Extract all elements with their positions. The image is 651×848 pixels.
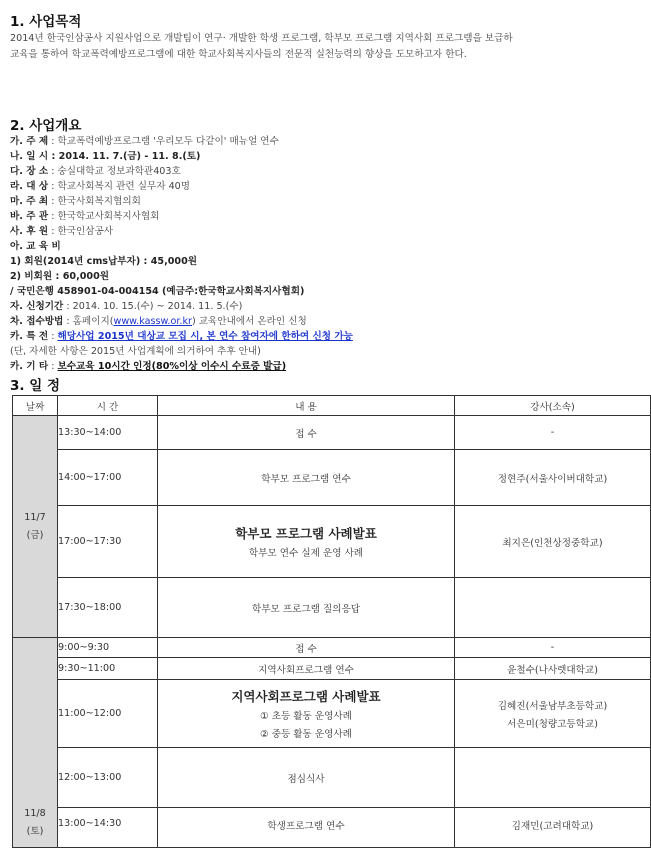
section2-heading: 2. 사업개요 [10, 118, 82, 134]
schedule-speaker: 정현주(서울사이버대학교) [455, 450, 651, 506]
special-note: (단, 자세한 사항은 2015년 사업계획에 의거하여 추후 안내) [10, 346, 261, 357]
schedule-time: 13:00~14:30 [58, 808, 158, 848]
schedule-content: 학부모 프로그램 질의응답 [158, 578, 455, 638]
bank-account: / 국민은행 458901-04-004154 (예금주:한국학교사회복지사협회) [10, 286, 305, 297]
section1-heading: 1. 사업목적 [10, 14, 82, 30]
day1-date-cell [13, 416, 58, 638]
apply-period-value: : 2014. 10. 15.(수) ~ 2014. 11. 5.(수) [63, 301, 243, 312]
schedule-speaker: 서은미(청량고등학교) [507, 718, 598, 730]
overview-organizer [10, 208, 159, 222]
day1-date: 11/7 [24, 511, 46, 523]
target-label: 라. 대 상 [10, 181, 49, 192]
organizer-value: : 한국학교사회복지사협회 [48, 211, 160, 222]
header-speaker: 강사(소속) [455, 396, 651, 416]
host-label: 마. 주 최 [10, 196, 49, 207]
table-row [13, 680, 651, 748]
purpose-line-1: 2014년 한국인삼공사 지원사업으로 개발팀이 연구· 개발한 학생 프로그램, 학부모 프로그램 지역사회 프로그램을 보급하 [10, 33, 513, 44]
topic-value: : 학교폭력예방프로그램 '우리모두 다같이' 매뉴얼 연수 [48, 136, 279, 147]
schedule-content: 점심식사 [158, 748, 455, 808]
day2-weekday: (토) [26, 826, 44, 837]
overview-apply-period [10, 298, 242, 312]
schedule-time: 17:00~17:30 [58, 506, 158, 578]
schedule-time: 14:00~17:00 [58, 450, 158, 506]
schedule-time: 11:00~12:00 [58, 680, 158, 748]
table-row [13, 748, 651, 808]
apply-period-label: 자. 신청기간 [10, 301, 64, 312]
schedule-speaker: 김재민(고려대학교) [455, 808, 651, 848]
schedule-content: 학부모 프로그램 연수 [158, 450, 455, 506]
table-row [13, 808, 651, 848]
schedule-content-cell [158, 680, 455, 748]
schedule-content: 학부모 프로그램 사례발표 [235, 526, 377, 541]
overview-topic [10, 133, 279, 147]
topic-label: 가. 주 제 [10, 136, 49, 147]
special-link[interactable]: 해당사업 2015년 대상교 모집 시, 본 연수 참여자에 한하여 신청 가능 [57, 331, 353, 342]
schedule-speaker: - [455, 638, 651, 658]
schedule-speaker: 최지은(인천상정중학교) [455, 506, 651, 578]
table-row [13, 638, 651, 658]
other-label: 카. 기 타 [10, 361, 49, 372]
overview-date [10, 148, 200, 162]
schedule-time: 12:00~13:00 [58, 748, 158, 808]
target-value: : 학교사회복지 관련 실무자 40명 [48, 181, 191, 192]
overview-target [10, 178, 190, 192]
schedule-speaker: - [455, 416, 651, 450]
place-label: 다. 장 소 [10, 166, 49, 177]
table-row [13, 578, 651, 638]
day2-date: 11/8 [24, 808, 46, 819]
date-label: 나. 일 시 [10, 151, 49, 162]
schedule-speaker: 김혜진(서울남부초등학교) [497, 700, 608, 712]
fee-member: 1) 회원(2014년 cms납부자) : 45,000원 [10, 256, 198, 267]
schedule-subcontent: ② 중등 활동 운영사례 [260, 729, 352, 740]
special-pre: : [48, 331, 58, 342]
table-row [13, 416, 651, 450]
overview-apply-method [10, 313, 307, 327]
schedule-speaker: 윤철수(나사렛대학교) [455, 658, 651, 680]
date-value: : 2014. 11. 7.(금) - 11. 8.(토) [48, 151, 201, 162]
table-row [13, 506, 651, 578]
place-value: : 숭실대학교 정보과학관403호 [48, 166, 181, 177]
overview-host [10, 193, 141, 207]
special-label: 카. 특 전 [10, 331, 49, 342]
sponsor-label: 사. 후 원 [10, 226, 49, 237]
other-pre: : [48, 361, 58, 372]
day1-weekday: (금) [26, 529, 44, 541]
schedule-content: 지역사회프로그램 연수 [158, 658, 455, 680]
table-row [13, 450, 651, 506]
sponsor-value: : 한국인삼공사 [48, 226, 114, 237]
schedule-subcontent: 학부모 연수 실제 운영 사례 [248, 548, 364, 559]
schedule-subcontent: ① 초등 활동 운영사례 [260, 711, 352, 722]
schedule-content: 접 수 [158, 638, 455, 658]
schedule-time: 13:30~14:00 [58, 416, 158, 450]
overview-sponsor [10, 223, 113, 237]
schedule-time: 9:30~11:00 [58, 658, 158, 680]
organizer-label: 바. 주 관 [10, 211, 49, 222]
header-content: 내 용 [158, 396, 455, 416]
schedule-header-row [13, 396, 651, 416]
host-value: : 한국사회복지협의회 [48, 196, 141, 207]
day2-date-cell [13, 638, 58, 848]
apply-method-pre: : 홈페이지( [63, 316, 114, 327]
overview-special [10, 328, 353, 342]
fee-nonmember: 2) 비회원 : 60,000원 [10, 271, 110, 282]
schedule-content: 학생프로그램 연수 [158, 808, 455, 848]
table-row [13, 658, 651, 680]
schedule-time: 17:30~18:00 [58, 578, 158, 638]
apply-method-label: 차. 접수방법 [10, 316, 64, 327]
header-time: 시 간 [58, 396, 158, 416]
schedule-speaker-cell [455, 680, 651, 748]
overview-place [10, 163, 181, 177]
section3-heading: 3. 일 정 [10, 378, 61, 394]
header-date: 날짜 [13, 396, 58, 416]
homepage-link[interactable]: www.kassw.or.kr [113, 316, 192, 327]
purpose-line-2: 교육을 통하여 학교폭력예방프로그램에 대한 학교사회복지사들의 전문적 실천능력의 향상을 도모하고자 한다. [10, 49, 467, 60]
schedule-content: 접 수 [158, 416, 455, 450]
overview-other [10, 358, 286, 372]
apply-method-post: ) 교육안내에서 온라인 신청 [191, 316, 307, 327]
schedule-content: 지역사회프로그램 사례발표 [231, 689, 381, 704]
schedule-speaker [455, 748, 651, 808]
schedule-content-cell [158, 506, 455, 578]
fee-label: 아. 교 육 비 [10, 241, 61, 252]
other-value: 보수교육 10시간 인정(80%이상 이수시 수료증 발급) [57, 361, 287, 372]
schedule-table [12, 395, 651, 848]
schedule-speaker [455, 578, 651, 638]
schedule-time: 9:00~9:30 [58, 638, 158, 658]
